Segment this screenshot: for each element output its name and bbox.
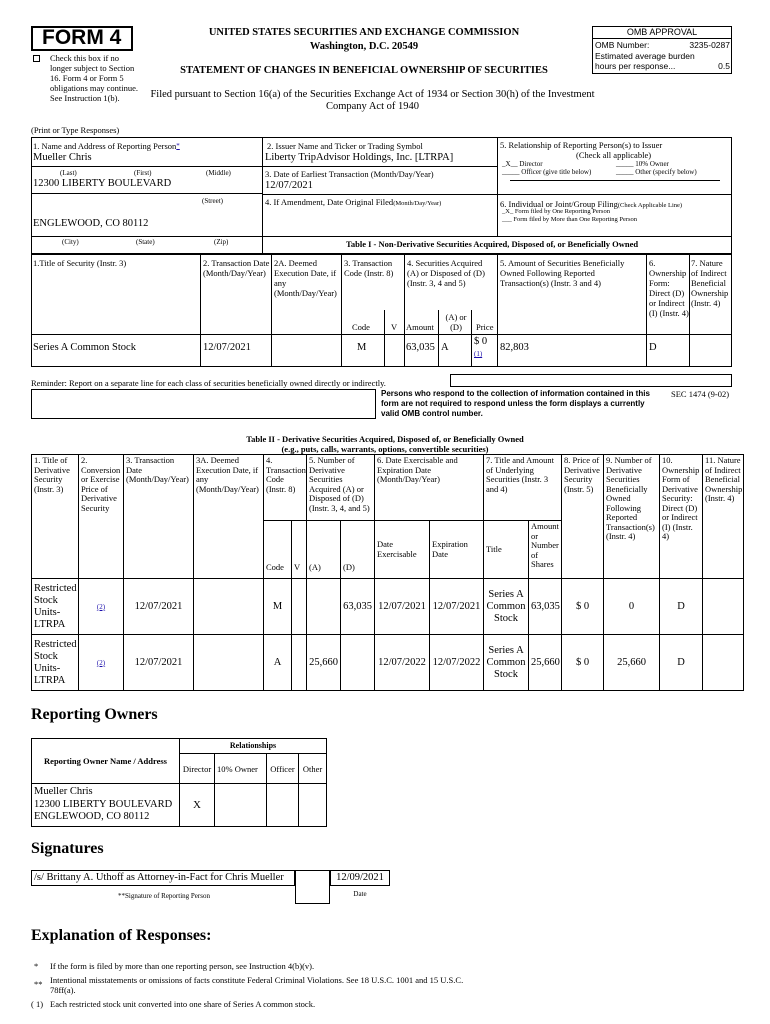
t2-r2-exp: 12/07/2022 [430, 635, 484, 691]
t2-r2-d [341, 635, 375, 691]
t2-code: Code [264, 521, 292, 579]
t2-r1-date-ex: 12/07/2021 [375, 579, 430, 635]
omb-number-label: OMB Number: [595, 40, 650, 50]
ro-owner-name: Mueller Chris [34, 786, 93, 797]
t1-v: V [391, 322, 398, 332]
city-label: (City) [62, 238, 79, 246]
t2-r1-date: 12/07/2021 [124, 579, 194, 635]
box4-label: 4. If Amendment, Date Original Filed(Month/Day/Year) [265, 197, 442, 207]
t2-r1-a [307, 579, 341, 635]
signature-text: /s/ Brittany A. Uthoff as Attorney-in-Fact for Chris Mueller [34, 872, 284, 883]
signature-date: 12/09/2021 [336, 872, 384, 883]
no-longer-subject-checkbox[interactable] [33, 55, 40, 62]
box3-label: 3. Date of Earliest Transaction (Month/Day/Year) [265, 169, 434, 179]
t1-amount: Amount [406, 322, 434, 332]
t2-r2-title: Restricted Stock Units-LTRPA [32, 635, 79, 691]
explanation-text-1: If the form is filed by more than one reporting person, see Instruction 4(b)(v). [50, 961, 315, 971]
zip-label: (Zip) [214, 238, 229, 246]
signature-spacer-box [295, 870, 330, 904]
signature-label: **Signature of Reporting Person [118, 892, 210, 900]
t2-h6: 6. Date Exercisable and Expiration Date (Month/Day/Year) [375, 455, 484, 521]
ro-col-director: Director [180, 754, 215, 784]
ro-col-officer: Officer [267, 754, 299, 784]
t2-r1-utitle: Series A Common Stock [484, 579, 529, 635]
first-label: (First) [134, 169, 152, 177]
t2-r1-uamount: 63,035 [529, 579, 562, 635]
middle-label: (Middle) [206, 169, 231, 177]
city-state-zip-value: ENGLEWOOD, CO 80112 [33, 218, 149, 229]
ro-owner-cell [32, 784, 180, 827]
omb-title: OMB APPROVAL [626, 27, 698, 37]
ten-pct-option: _____ 10% Owner [616, 160, 669, 168]
t2-h11: 11. Nature of Indirect Beneficial Ownership (Instr. 4) [703, 455, 744, 579]
other-option: _____ Other (specify below) [616, 168, 697, 176]
agency-name: UNITED STATES SECURITIES AND EXCHANGE COMMISSION [208, 27, 520, 38]
signature-date-label: Date [353, 890, 367, 898]
issuer-name: Liberty TripAdvisor Holdings, Inc. [LTRPA] [265, 152, 454, 163]
filing-option-one: _X_ Form filed by One Reporting Person [502, 208, 610, 215]
t2-h2: 2. Conversion or Exercise Price of Derivative Security [79, 455, 124, 579]
table2-subtitle: (e.g., puts, calls, warrants, options, convertible securities) [281, 444, 489, 454]
street-label: (Street) [202, 197, 223, 205]
t1-h3: 3. Transaction Code (Instr. 8) [344, 258, 394, 278]
t2-r2-form: D [660, 635, 703, 691]
sec-code: SEC 1474 (9-02) [671, 389, 730, 399]
explanation-heading: Explanation of Responses: [31, 927, 212, 944]
t2-h4: 4. Transaction Code (Instr. 8) [264, 455, 307, 521]
street-value: 12300 LIBERTY BOULEVARD [33, 178, 172, 189]
t1-row-amount: 63,035 [406, 342, 435, 353]
notice-box-left [31, 389, 376, 419]
t1-h6: 6. Ownership Form: Direct (D) or Indirect (I) (Instr. 4) [649, 258, 689, 318]
explanation-text-2: Intentional misstatements or omissions of facts constitute Federal Criminal Violations. See 18 U.S.C. 1001 and 15 U.S.C. 78ff(a). [50, 975, 464, 995]
t1-row-owned: 82,803 [500, 342, 529, 353]
last-label: (Last) [60, 169, 77, 177]
t1-h4: 4. Securities Acquired (A) or Disposed of (D) (Instr. 3, 4 and 5) [407, 258, 485, 288]
ro-relationships: Relationships [180, 739, 327, 754]
footnote-2-link[interactable]: (2) [96, 658, 106, 667]
box1-label: 1. Name and Address of Reporting Person* [33, 141, 180, 151]
omb-number-value: 3235-0287 [689, 40, 730, 50]
agency-city: Washington, D.C. 20549 [309, 41, 419, 52]
table1-title: Table I - Non-Derivative Securities Acquired, Disposed of, or Beneficially Owned [346, 239, 639, 249]
t1-row-aord: A [441, 342, 449, 353]
t1-aord: (A) or (D) [445, 312, 467, 332]
t2-h3a: 3A. Deemed Execution Date, if any (Month/Day/Year) [194, 455, 264, 579]
print-note: (Print or Type Responses) [31, 125, 120, 135]
t2-r2-code: A [264, 635, 292, 691]
t1-h2: 2. Transaction Date (Month/Day/Year) [203, 258, 270, 278]
t2-r1-title: Restricted Stock Units-LTRPA [32, 579, 79, 635]
t1-h2a: 2A. Deemed Execution Date, if any (Month/Day/Year) [274, 258, 337, 298]
t1-h7: 7. Nature of Indirect Beneficial Ownership (Instr. 4) [691, 258, 729, 308]
box6-label: 6. Individual or Joint/Group Filing(Check Applicable Line) [500, 199, 683, 209]
t2-r1-code: M [264, 579, 292, 635]
t2-r1-owned: 0 [604, 579, 660, 635]
explanation-mark-1: * [34, 961, 39, 971]
t1-row-form: D [649, 342, 657, 353]
reminder-box-right [450, 374, 732, 387]
box5-label: 5. Relationship of Reporting Person(s) to Issuer [500, 140, 663, 150]
director-option: _X__ Director [502, 160, 543, 168]
t1-row-title: Series A Common Stock [33, 342, 136, 353]
t2-r1-price: $ 0 [562, 579, 604, 635]
t1-code: Code [352, 322, 370, 332]
t1-h1: 1.Title of Security (Instr. 3) [33, 258, 127, 268]
t2-h1: 1. Title of Derivative Security (Instr. 3) [32, 455, 79, 579]
t2-v: V [292, 521, 307, 579]
t2-r2-price: $ 0 [562, 635, 604, 691]
reporting-owners-table [31, 738, 327, 827]
footnote-1-link[interactable]: (1) [474, 350, 483, 358]
t2-h7: 7. Title and Amount of Underlying Securities (Instr. 3 and 4) [484, 455, 562, 521]
reporting-person-name: Mueller Chris [33, 152, 92, 163]
footnote-2-link[interactable]: (2) [96, 602, 106, 611]
t2-r2-date: 12/07/2021 [124, 635, 194, 691]
t2-r2-a: 25,660 [307, 635, 341, 691]
t2-amount: Amount or Number of Shares [529, 521, 562, 579]
t2-row-2 [32, 635, 744, 691]
t2-exp: Expiration Date [430, 521, 484, 579]
checkbox-note: Check this box if no longer subject to Section 16. Form 4 or Form 5 obligations may continue. See Instruction 1(b). [50, 53, 139, 103]
ro-director-mark: X [180, 784, 215, 827]
t1-row-code: M [357, 342, 367, 353]
ro-col-other: Other [299, 754, 327, 784]
officer-option: _____ Officer (give title below) [502, 168, 592, 176]
t2-r1-d: 63,035 [341, 579, 375, 635]
filing-option-more: ___ Form filed by More than One Reporting Person [502, 216, 638, 223]
t2-date-ex: Date Exercisable [375, 521, 430, 579]
table2 [31, 454, 744, 691]
t2-row-1 [32, 579, 744, 635]
t2-h10: 10. Ownership Form of Derivative Security: Direct (D) or Indirect (I) (Instr. 4) [660, 455, 703, 579]
t2-r1-exp: 12/07/2021 [430, 579, 484, 635]
t2-d: (D) [341, 521, 375, 579]
director-mark: X [505, 160, 511, 168]
ro-col-ten-pct: 10% Owner [215, 754, 267, 784]
box2-label: 2. Issuer Name and Ticker or Trading Symbol [267, 141, 423, 151]
reminder-text: Reminder: Report on a separate line for each class of securities beneficially owned directly or indirectly. [31, 378, 386, 388]
t2-h5: 5. Number of Derivative Securities Acquired (A) or Disposed of (D) (Instr. 3, 4, and 5) [307, 455, 375, 521]
persons-notice: Persons who respond to the collection of information contained in this form are not required to respond unless the form displays a currently valid OMB control number. [381, 389, 650, 418]
state-label: (State) [136, 238, 155, 246]
t2-h8: 8. Price of Derivative Security (Instr. 5) [562, 455, 604, 579]
t2-r2-date-ex: 12/07/2022 [375, 635, 430, 691]
t1-row-date: 12/07/2021 [203, 342, 251, 353]
filed-pursuant: Filed pursuant to Section 16(a) of the Securities Exchange Act of 1934 or Section 30(h) of the Investment Company Act of 1940 [150, 89, 595, 112]
reporting-owners-heading: Reporting Owners [31, 706, 158, 723]
omb-burden-value: 0.5 [718, 61, 730, 71]
t1-h5: 5. Amount of Securities Beneficially Owned Following Reported Transaction(s) (Instr. 3 and 4) [500, 258, 625, 288]
earliest-transaction-date: 12/07/2021 [265, 180, 313, 191]
t2-utitle: Title [484, 521, 529, 579]
t2-r2-owned: 25,660 [604, 635, 660, 691]
footnote-star-link[interactable]: * [176, 142, 180, 150]
explanation-mark-2: ** [34, 979, 43, 989]
table2-title: Table II - Derivative Securities Acquired, Disposed of, or Beneficially Owned [246, 434, 524, 444]
t1-price: Price [476, 322, 494, 332]
t1-row-price: $ 0 [474, 336, 488, 347]
t2-h3: 3. Transaction Date (Month/Day/Year) [124, 455, 194, 579]
t2-h9: 9. Number of Derivative Securities Beneficially Owned Following Reported Transaction(s) (Instr. 4) [604, 455, 660, 579]
explanation-text-3: Each restricted stock unit converted into one share of Series A common stock. [50, 999, 316, 1009]
omb-divider [592, 38, 732, 39]
ro-owner-city: ENGLEWOOD, CO 80112 [34, 811, 150, 822]
ro-owner-street: 12300 LIBERTY BOULEVARD [34, 798, 173, 810]
explanation-mark-3: ( 1) [31, 999, 44, 1009]
ro-col-name: Reporting Owner Name / Address [32, 739, 180, 784]
t2-r1-form: D [660, 579, 703, 635]
box5-check-all: (Check all applicable) [576, 150, 652, 160]
statement-title: STATEMENT OF CHANGES IN BENEFICIAL OWNERSHIP OF SECURITIES [180, 65, 548, 76]
t2-r2-utitle: Series A Common Stock [484, 635, 529, 691]
form-title: FORM 4 [42, 26, 122, 49]
t2-a: (A) [307, 521, 341, 579]
t2-r2-uamount: 25,660 [529, 635, 562, 691]
signatures-heading: Signatures [31, 840, 104, 857]
omb-burden-label: Estimated average burden hours per response... [595, 51, 695, 71]
